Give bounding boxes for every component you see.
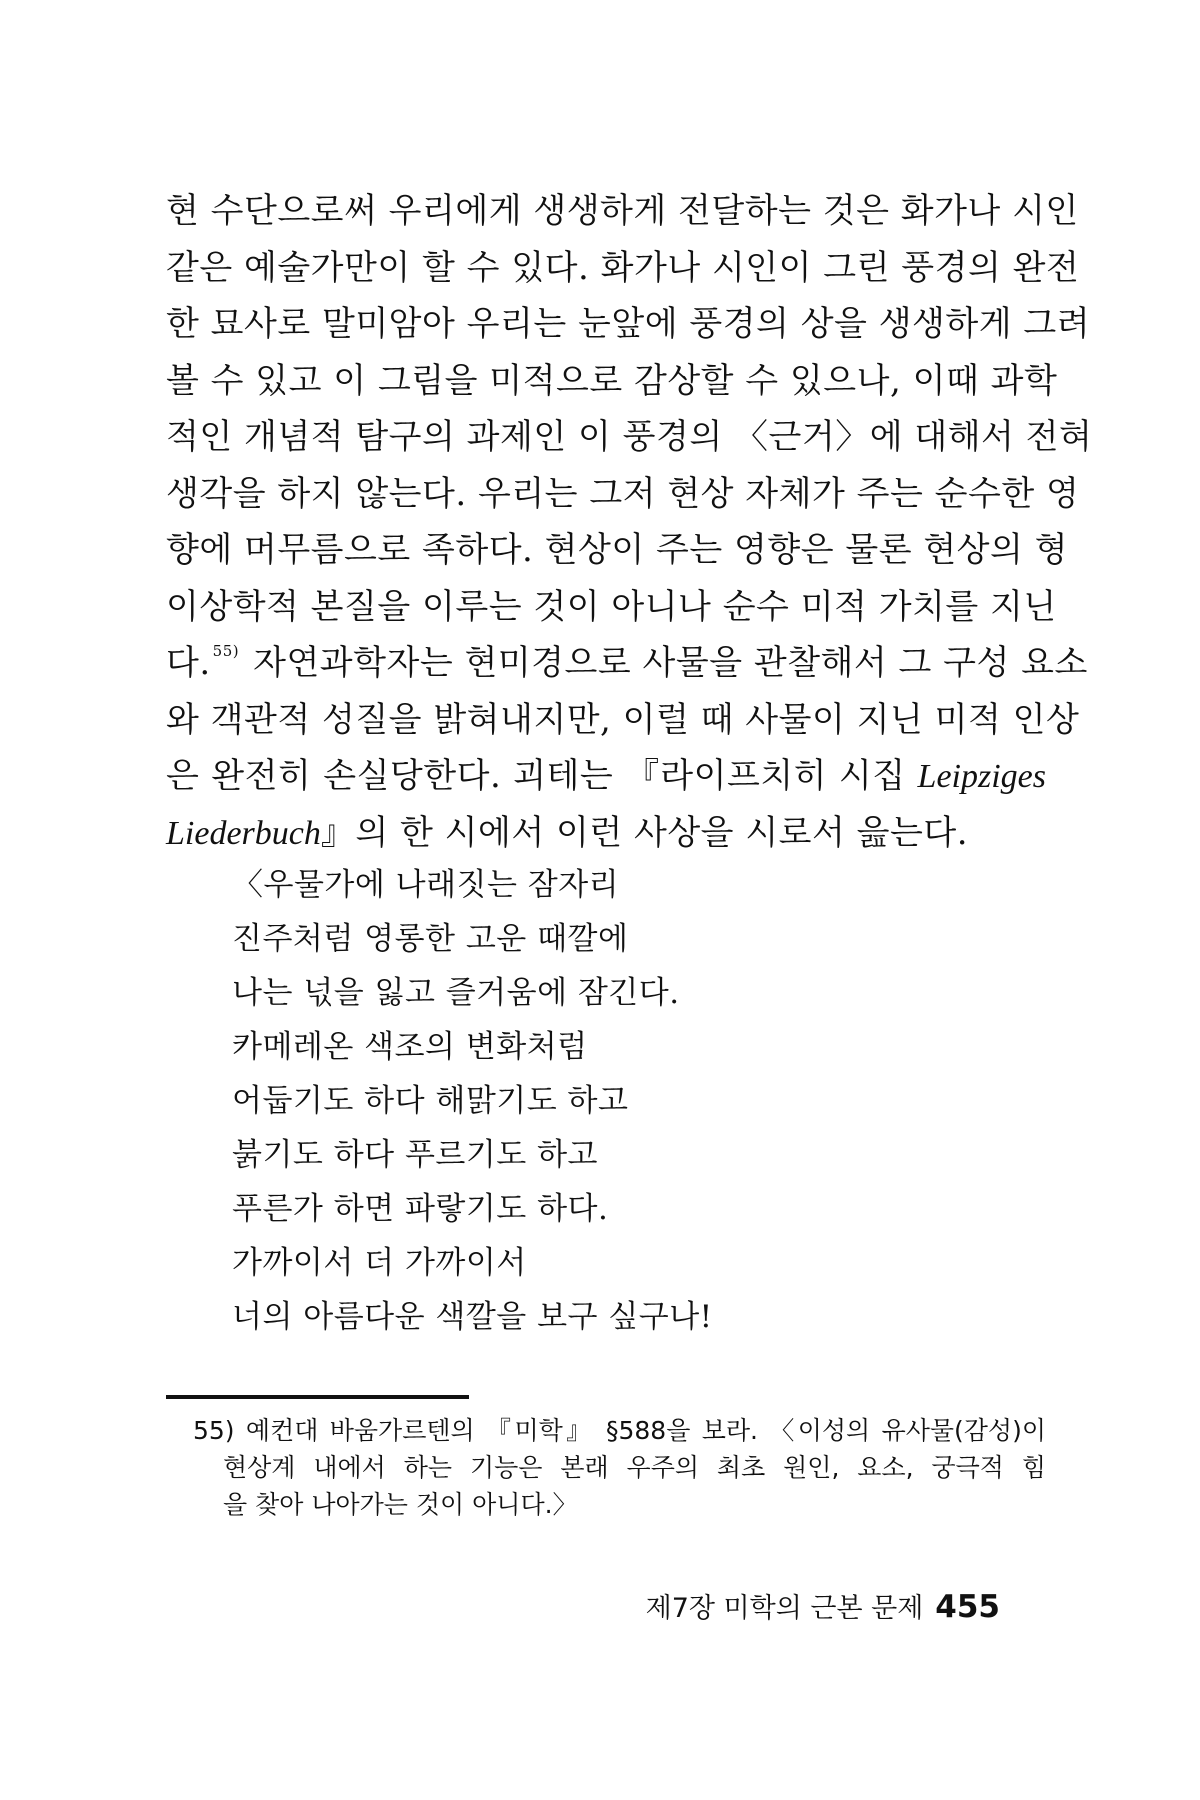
body-line: 볼 수 있고 이 그림을 미적으로 감상할 수 있으나, 이때 과학: [166, 360, 1058, 401]
body-line: 생각을 하지 않는다. 우리는 그저 현상 자체가 주는 순수한 영: [166, 473, 1080, 514]
body-line: 와 객관적 성질을 밝혀내지만, 이럴 때 사물이 지닌 미적 인상: [166, 699, 1080, 740]
footnote-divider: [166, 1395, 469, 1399]
footnote-line: 55) 예컨대 바움가르텐의 『미학』 §588을 보라. 〈이성의 유사물(감성)이: [193, 1416, 1046, 1445]
footnote-line: 현상계 내에서 하는 기능은 본래 우주의 최초 원인, 요소, 궁극적 힘: [223, 1453, 1046, 1482]
poem-line: 푸른가 하면 파랗기도 하다.: [232, 1191, 609, 1227]
body-text-span: 자연과학자는 현미경으로 사물을 관찰해서 그 구성 요소: [253, 643, 1088, 683]
poem-block: [232, 858, 992, 1344]
poem-line: 어둡기도 하다 해맑기도 하고: [232, 1083, 629, 1119]
poem-line: 진주처럼 영롱한 고운 때깔에: [232, 921, 629, 957]
body-line: [166, 635, 1088, 692]
italic-title: Liederbuch: [166, 814, 321, 852]
page-number: 455: [935, 1589, 1000, 1625]
body-line: [166, 805, 1046, 862]
poem-line: 〈우물가에 나래짓는 잠자리: [232, 867, 620, 903]
footnote: [193, 1412, 1046, 1523]
body-line: [166, 748, 1046, 805]
body-line: 향에 머무름으로 족하다. 현상이 주는 영향은 물론 현상의 형: [166, 530, 1069, 570]
chapter-title: 제7장 미학의 근본 문제: [645, 1593, 924, 1624]
poem-line: 너의 아름다운 색깔을 보구 싶구나!: [232, 1299, 713, 1335]
poem-line: 붉기도 하다 푸르기도 하고: [232, 1137, 598, 1173]
poem-line: 나는 넋을 잃고 즐거움에 잠긴다.: [232, 975, 680, 1011]
body-line: 이상학적 본질을 이루는 것이 아니나 순수 미적 가치를 지닌: [166, 586, 1057, 627]
body-text-span: 』의 한 시에서 이런 사상을 시로서 읊는다.: [320, 812, 969, 853]
body-text-span: 다.: [166, 643, 211, 683]
body-line: 같은 예술가만이 할 수 있다. 화가나 시인이 그린 풍경의 완전: [166, 247, 1080, 288]
footnote-reference: 55): [212, 642, 240, 660]
poem-line: 가까이서 더 가까이서: [232, 1245, 527, 1281]
italic-title: Leipziges: [917, 758, 1046, 795]
poem-line: 카메레온 색조의 변화처럼: [232, 1029, 588, 1065]
body-text: [166, 183, 1093, 861]
body-line: 한 묘사로 말미암아 우리는 눈앞에 풍경의 상을 생생하게 그려: [166, 304, 1091, 344]
running-footer: [646, 1586, 1000, 1625]
body-line: 현 수단으로써 우리에게 생생하게 전달하는 것은 화가나 시인: [166, 191, 1079, 231]
body-line: 적인 개념적 탐구의 과제인 이 풍경의 〈근거〉에 대해서 전혀: [166, 417, 1093, 457]
footnote-line: 을 찾아 나아가는 것이 아니다.〉: [223, 1490, 578, 1519]
body-text-span: 은 완전히 손실당한다. 괴테는 『라이프치히 시집: [166, 756, 906, 796]
